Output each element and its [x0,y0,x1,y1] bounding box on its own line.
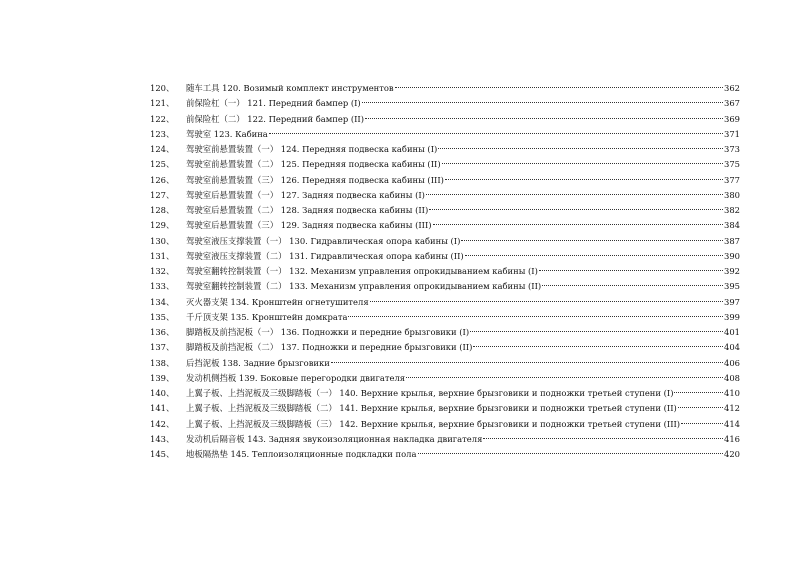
toc-entry-title: 随车工具 120. Возимый комплект инструментов [186,83,394,93]
toc-entry-page: 390 [724,250,740,261]
toc-entry-title: 发动机后隔音板 143. Задняя звукоизоляционная накладка двигателя [186,433,483,444]
dot-leader [542,285,723,286]
toc-entry[interactable] [150,401,740,416]
toc-entry-page: 380 [724,189,740,200]
toc-entry-page: 384 [724,220,740,231]
toc-entry[interactable] [150,447,740,462]
toc-entry-page: 397 [724,296,740,307]
toc-entry-page: 399 [724,311,740,322]
toc-entry[interactable] [150,112,740,127]
dot-leader [674,392,723,393]
toc-entry-title: 脚踏板及前挡泥板（二） 137. Подножки и передние брызговики (II) [186,342,473,353]
toc-entry-page: 387 [724,235,740,246]
toc-entry-number: 134、 [150,296,175,307]
toc-entry-page: 371 [724,128,740,139]
toc-entry-page: 362 [724,83,740,93]
toc-entry-title: 驾驶室后悬置装置（三） 129. Задняя подвеска кабины (III) [186,220,432,231]
toc-entry-number: 130、 [150,235,175,246]
toc-entry-title: 灭火器支架 134. Кронштейн огнетушителя [186,296,369,307]
toc-entry[interactable] [150,96,740,111]
toc-entry-page: 410 [724,388,740,398]
toc-entry[interactable] [150,249,740,264]
toc-entry-number: 127、 [150,189,175,200]
toc-entry[interactable] [150,340,740,355]
toc-entry-page: 412 [724,403,740,414]
toc-entry[interactable] [150,325,740,340]
toc-entry-title: 地板隔热垫 145. Теплоизоляционные подкладки пола [186,449,417,459]
dot-leader [362,102,723,103]
toc-entry-title: 后挡泥板 138. Задние брызговики [186,357,330,368]
toc-entry-page: 369 [724,113,740,124]
dot-leader [365,118,723,119]
toc-entry[interactable] [150,264,740,279]
toc-entry-page: 416 [724,433,740,444]
dot-leader [395,87,723,88]
toc-entry-title: 千斤顶支架 135. Кронштейн домкрата [186,311,348,322]
dot-leader [438,148,723,149]
toc-entry-number: 133、 [150,281,175,292]
toc-entry-page: 420 [724,449,740,459]
dot-leader [461,240,723,241]
toc-entry[interactable] [150,432,740,447]
toc-entry-page: 392 [724,266,740,276]
toc-entry-title: 上翼子板、上挡泥板及三级脚踏板（三） 142. Верхние крылья, верхние брызговики и подножки третьей ступени (III) [186,418,681,429]
toc-entry-page: 367 [724,98,740,109]
toc-entry-title: 驾驶室液压支撑装置（二） 131. Гидравлическая опора кабины (II) [186,250,464,261]
toc-entry-title: 前保险杠（二） 122. Передний бампер (II) [186,113,365,124]
toc-entry-page: 408 [724,372,740,383]
toc-entry[interactable] [150,371,740,386]
toc-entry-number: 121、 [150,98,175,109]
toc-entry[interactable] [150,386,740,401]
toc-entry-number: 141、 [150,403,175,414]
toc-entry-page: 401 [724,327,740,337]
toc-entry-title: 驾驶室翻转控制装置（一） 132. Механизм управления опрокидыванием кабины (I) [186,266,538,276]
toc-entry[interactable] [150,173,740,188]
dot-leader [678,407,723,408]
toc-entry[interactable] [150,203,740,218]
dot-leader [418,453,724,454]
dot-leader [539,270,723,271]
toc-entry[interactable] [150,310,740,325]
toc-entry-number: 138、 [150,357,175,368]
toc-entry-title: 驾驶室后悬置装置（二） 128. Задняя подвеска кабины (II) [186,205,429,215]
dot-leader [445,179,723,180]
toc-entry-number: 143、 [150,433,175,444]
dot-leader [331,362,723,363]
dot-leader [681,423,723,424]
toc-entry[interactable] [150,279,740,294]
toc-entry-title: 发动机侧挡板 139. Боковые перегородки двигателя [186,372,406,383]
toc-entry-number: 132、 [150,266,175,276]
toc-entry-page: 377 [724,174,740,185]
toc-entry-page: 406 [724,357,740,368]
toc-entry-page: 404 [724,342,740,353]
toc-entry[interactable] [150,234,740,249]
toc-entry-number: 129、 [150,220,175,231]
toc-entry-title: 驾驶室 123. Кабина [186,128,268,139]
toc-entry-title: 驾驶室前悬置装置（三） 126. Передняя подвеска кабины (III) [186,174,444,185]
toc-entry-title: 驾驶室翻转控制装置（二） 133. Механизм управления опрокидыванием кабины (II) [186,281,542,292]
toc-entry-number: 124、 [150,144,175,154]
toc-entry-number: 128、 [150,205,175,215]
toc-entry[interactable] [150,127,740,142]
toc-entry-title: 驾驶室前悬置装置（一） 124. Передняя подвеска кабины (I) [186,144,438,154]
dot-leader [269,133,723,134]
dot-leader [370,301,723,302]
dot-leader [429,209,723,210]
toc-entry-page: 414 [724,418,740,429]
toc-entry[interactable] [150,142,740,157]
dot-leader [426,194,723,195]
toc-entry-title: 驾驶室后悬置装置（一） 127. Задняя подвеска кабины (I) [186,189,425,200]
toc-entry-number: 140、 [150,388,175,398]
dot-leader [470,331,723,332]
toc-entry-number: 137、 [150,342,175,353]
toc-entry-number: 122、 [150,113,175,124]
toc-entry-title: 驾驶室液压支撑装置（一） 130. Гидравлическая опора кабины (I) [186,235,461,246]
toc-entry-number: 139、 [150,372,175,383]
toc-entry-page: 382 [724,205,740,215]
toc-entry[interactable] [150,218,740,233]
dot-leader [348,316,723,317]
dot-leader [465,255,723,256]
toc-entry[interactable] [150,157,740,172]
toc-entry[interactable] [150,356,740,371]
toc-entry-number: 131、 [150,250,175,261]
toc-entry-page: 395 [724,281,740,292]
toc-entry-number: 123、 [150,128,175,139]
toc-entry-title: 上翼子板、上挡泥板及三级脚踏板（二） 141. Верхние крылья, верхние брызговики и подножки третьей ступени (II) [186,403,677,414]
toc-entry[interactable] [150,295,740,310]
toc-entry-title: 上翼子板、上挡泥板及三级脚踏板（一） 140. Верхние крылья, верхние брызговики и подножки третьей ступени (I) [186,388,674,398]
dot-leader [442,163,723,164]
toc-entry-title: 前保险杠（一） 121. Передний бампер (I) [186,98,361,109]
toc-entry[interactable] [150,417,740,432]
toc-entry-number: 142、 [150,418,175,429]
toc-entry-number: 120、 [150,83,175,93]
dot-leader [483,438,723,439]
toc-entry[interactable] [150,81,740,96]
table-of-contents [150,81,740,462]
dot-leader [433,224,723,225]
toc-entry-number: 126、 [150,174,175,185]
toc-entry-title: 驾驶室前悬置装置（二） 125. Передняя подвеска кабины (II) [186,159,441,170]
toc-entry-number: 125、 [150,159,175,170]
toc-entry-number: 145、 [150,449,175,459]
toc-entry-number: 136、 [150,327,175,337]
dot-leader [406,377,723,378]
toc-entry-number: 135、 [150,311,175,322]
toc-entry[interactable] [150,188,740,203]
dot-leader [473,346,723,347]
toc-entry-title: 脚踏板及前挡泥板（一） 136. Подножки и передние брызговики (I) [186,327,470,337]
toc-entry-page: 373 [724,144,740,154]
toc-entry-page: 375 [724,159,740,170]
